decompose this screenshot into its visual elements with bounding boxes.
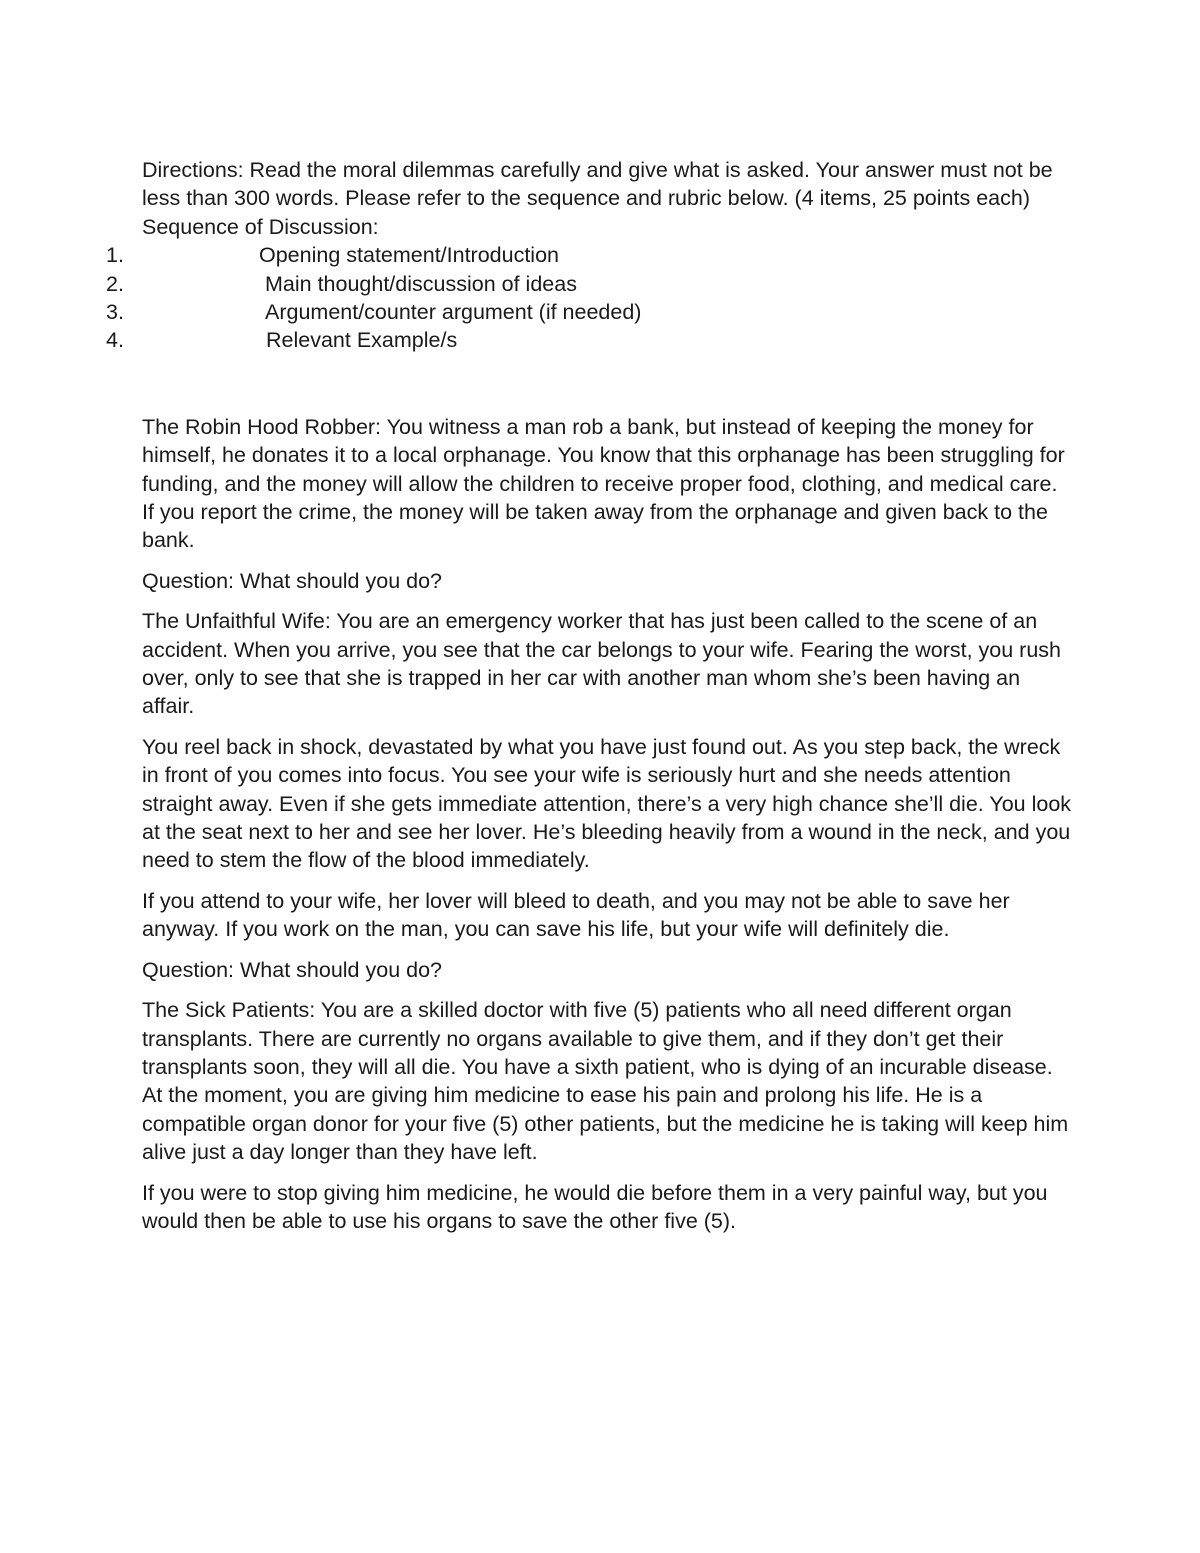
- question-text: Question: What should you do?: [142, 957, 442, 982]
- dilemma-robin-hood: The Robin Hood Robber: You witness a man rob a bank, but instead of keeping the money for himself, he donates it to a local orphanage. You know that this orphanage has been struggling for funding, and the money will allow the children to receive proper food, clothing, and medical care. If you report the crime, the money will be taken away from the orphanage and given back to the bank.: [142, 414, 1065, 553]
- sequence-item: [106, 298, 1006, 326]
- question-text: Question: What should you do?: [142, 568, 442, 593]
- dilemma-sick-patients-choice: If you were to stop giving him medicine, he would die before them in a very painful way, but you would then be able to use his organs to save the other five (5).: [142, 1180, 1048, 1233]
- sequence-item-number: 3.: [106, 300, 124, 324]
- sequence-item-text: Argument/counter argument (if needed): [265, 300, 642, 324]
- sequence-item: [106, 326, 1006, 354]
- sequence-item: [106, 241, 1006, 269]
- sequence-list: [106, 241, 1006, 355]
- sequence-heading: Sequence of Discussion:: [142, 214, 379, 239]
- sequence-item-text: Relevant Example/s: [266, 328, 458, 353]
- document-body: [106, 156, 1072, 1247]
- sequence-item-number: 2.: [106, 271, 124, 296]
- sequence-item-text: Opening statement/Introduction: [259, 243, 559, 268]
- sequence-item-number: 4.: [106, 328, 124, 353]
- dilemma-unfaithful-wife: The Unfaithful Wife: You are an emergency worker that has just been called to the scene of an accident. When you arrive, you see that the car belongs to your wife. Fearing the worst, you rush over, only to see that she is trapped in her car with another man whom she’s been having an affair.: [142, 609, 1061, 719]
- dilemma-unfaithful-wife-continued: You reel back in shock, devastated by what you have just found out. As you step back, the wreck in front of you comes into focus. You see your wife is seriously hurt and she needs attention straight away. Even if she gets immediate attention, there’s a very high chance she’ll die. You look at the seat next to her and see her lover. He’s bleeding heavily from a wound in the neck, and you need to stem the flow of the blood immediately.: [142, 734, 1072, 873]
- sequence-item-text: Main thought/discussion of ideas: [265, 271, 577, 296]
- directions-text: Directions: Read the moral dilemmas carefully and give what is asked. Your answer must not be less than 300 words. Please refer to the sequence and rubric below. (4 items, 25 points each): [142, 158, 1053, 211]
- dilemma-unfaithful-wife-choice: If you attend to your wife, her lover will bleed to death, and you may not be able to save her anyway. If you work on the man, you can save his life, but your wife will definitely die.: [142, 888, 1010, 942]
- sequence-item-number: 1.: [106, 243, 124, 268]
- sequence-item: [106, 270, 1006, 298]
- dilemma-sick-patients: The Sick Patients: You are a skilled doctor with five (5) patients who all need different organ transplants. There are currently no organs available to give them, and if they don’t get their transplants soon, they will all die. You have a sixth patient, who is dying of an incurable disease. At the moment, you are giving him medicine to ease his pain and prolong his life. He is a compatible organ donor for your five (5) other patients, but the medicine he is taking will keep him alive just a day longer than they have left.: [142, 998, 1069, 1165]
